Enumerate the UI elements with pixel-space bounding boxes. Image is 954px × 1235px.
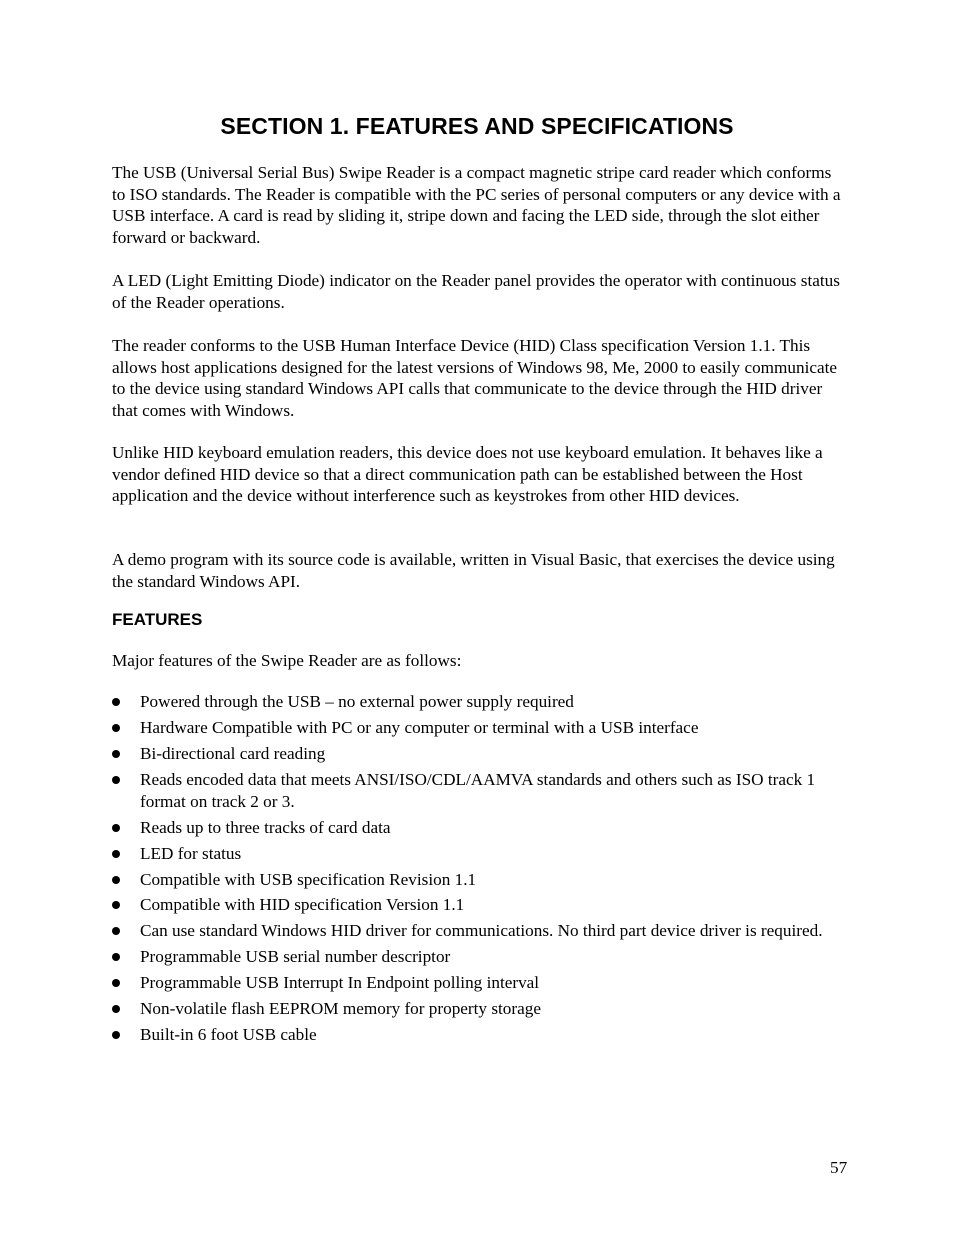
list-item: Reads encoded data that meets ANSI/ISO/CDL/AAMVA standards and others such as ISO track 1 format on track 2 or 3. — [112, 769, 842, 812]
list-item: Compatible with HID specification Version 1.1 — [112, 894, 842, 916]
features-intro: Major features of the Swipe Reader are as follows: — [112, 651, 462, 670]
list-item: Built-in 6 foot USB cable — [112, 1024, 842, 1046]
list-item: Non-volatile flash EEPROM memory for property storage — [112, 998, 842, 1020]
bullet-icon — [112, 724, 120, 732]
paragraph-keyboard-emulation: Unlike HID keyboard emulation readers, this device does not use keyboard emulation. It behaves like a vendor defined HID device so that a direct communication path can be established between the Host application and the device without interference such as keystrokes from other HID devices. — [112, 443, 823, 506]
section-title: SECTION 1. FEATURES AND SPECIFICATIONS — [220, 113, 734, 139]
paragraph-intro: The USB (Universal Serial Bus) Swipe Reader is a compact magnetic stripe card reader which conforms to ISO standards. The Reader is compatible with the PC series of personal computers or any device with a USB interface. A card is read by sliding it, stripe down and facing the LED side, through the slot either forward or backward. — [112, 163, 841, 247]
list-item: LED for status — [112, 843, 842, 865]
bullet-icon — [112, 979, 120, 987]
paragraph-led: A LED (Light Emitting Diode) indicator on the Reader panel provides the operator with continuous status of the Reader operations. — [112, 271, 840, 312]
bullet-icon — [112, 750, 120, 758]
paragraph-demo-program: A demo program with its source code is available, written in Visual Basic, that exercises the device using the standard Windows API. — [112, 550, 835, 591]
bullet-icon — [112, 1031, 120, 1039]
bullet-icon — [112, 876, 120, 884]
list-item: Compatible with USB specification Revision 1.1 — [112, 869, 842, 891]
bullet-icon — [112, 850, 120, 858]
features-list — [112, 691, 842, 1050]
bullet-icon — [112, 776, 120, 784]
page-number: 57 — [830, 1158, 848, 1177]
bullet-icon — [112, 953, 120, 961]
list-item: Bi-directional card reading — [112, 743, 842, 765]
list-item: Can use standard Windows HID driver for communications. No third part device driver is required. — [112, 920, 842, 942]
list-item: Powered through the USB – no external power supply required — [112, 691, 842, 713]
list-item: Programmable USB serial number descriptor — [112, 946, 842, 968]
bullet-icon — [112, 927, 120, 935]
bullet-icon — [112, 1005, 120, 1013]
bullet-icon — [112, 698, 120, 706]
paragraph-hid-spec: The reader conforms to the USB Human Interface Device (HID) Class specification Version 1.1. This allows host applications designed for the latest versions of Windows 98, Me, 2000 to easily communicate to the device using standard Windows API calls that communicate to the device through the HID driver that comes with Windows. — [112, 336, 838, 420]
bullet-icon — [112, 901, 120, 909]
list-item: Hardware Compatible with PC or any computer or terminal with a USB interface — [112, 717, 842, 739]
features-heading: FEATURES — [112, 610, 203, 629]
bullet-icon — [112, 824, 120, 832]
list-item: Reads up to three tracks of card data — [112, 817, 842, 839]
list-item: Programmable USB Interrupt In Endpoint polling interval — [112, 972, 842, 994]
